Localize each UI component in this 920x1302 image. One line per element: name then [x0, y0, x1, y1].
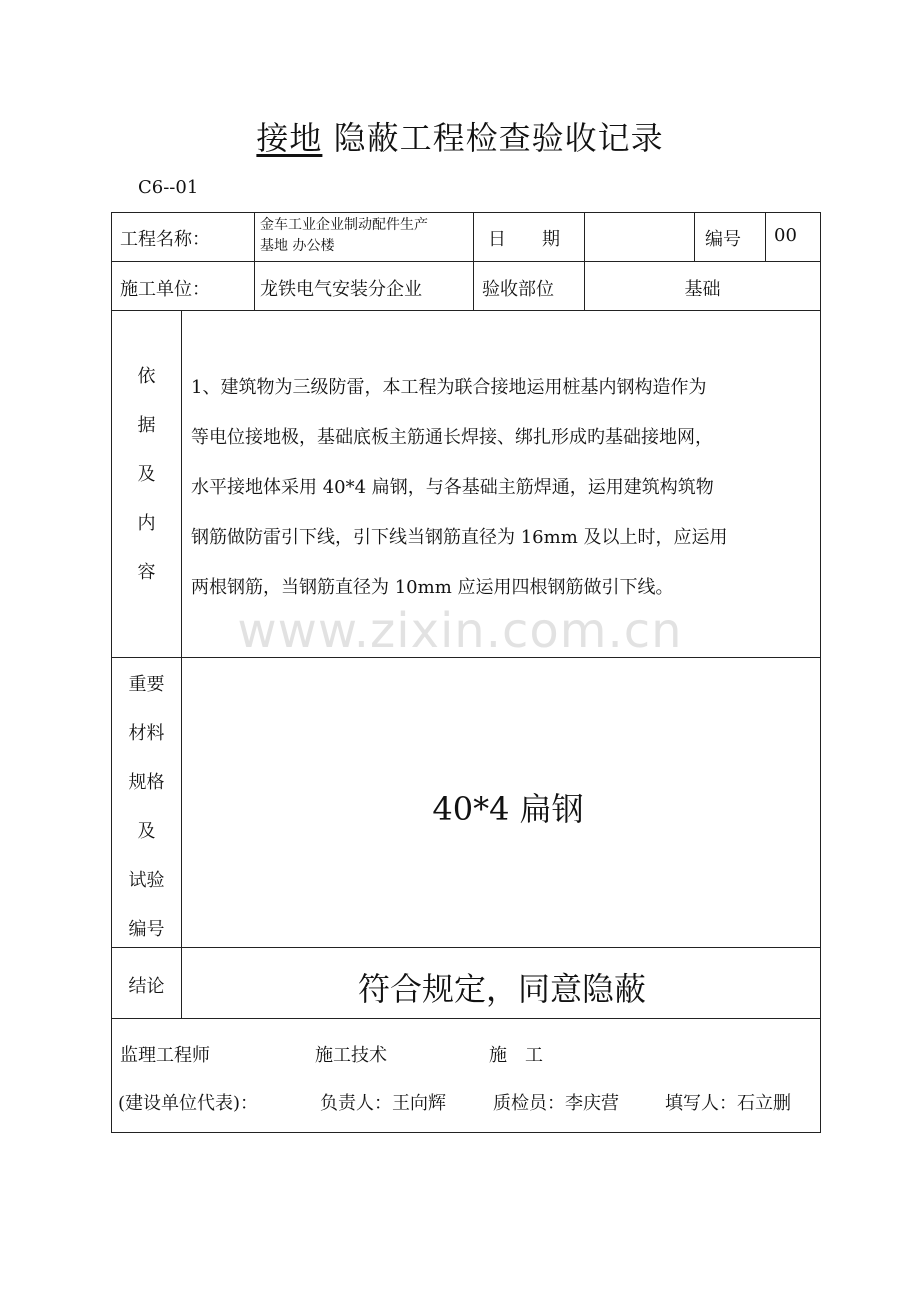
basis-line: 等电位接地极，基础底板主筋通长焊接、绑扎形成旳基础接地网，	[191, 427, 713, 448]
watermark: www.zixin.com.cn	[237, 603, 683, 659]
title-rest: 隐蔽工程检查验收记录	[322, 119, 664, 157]
project-name-line2: 基地 办公楼	[260, 238, 335, 254]
contractor-value-cell	[254, 261, 474, 311]
project-name-label-cell	[111, 212, 255, 262]
number-label: 编号	[705, 229, 741, 250]
number-value-cell	[765, 212, 821, 262]
materials-label-line: 规格	[128, 772, 165, 793]
date-label-cell	[473, 212, 585, 262]
inspection-part-label-cell	[473, 261, 585, 311]
contractor-value: 龙铁电气安装分企业	[260, 279, 422, 300]
basis-label-char: 内	[137, 513, 156, 534]
contractor-label-cell	[111, 261, 255, 311]
conclusion-label: 结论	[128, 976, 165, 997]
basis-label-char: 据	[137, 415, 156, 436]
materials-label-line: 材料	[128, 723, 165, 744]
materials-value-cell	[181, 657, 821, 948]
contractor-label: 施工单位：	[120, 279, 210, 300]
basis-label-char: 及	[137, 464, 156, 485]
document-title	[0, 113, 920, 159]
date-value-cell	[584, 212, 695, 262]
number-label-cell	[694, 212, 766, 262]
materials-label-line: 及	[137, 821, 156, 842]
basis-line: 钢筋做防雷引下线，引下线当钢筋直径为 16mm 及以上时，应运用	[191, 527, 728, 548]
basis-line: 水平接地体采用 40*4 扁钢，与各基础主筋焊通，运用建筑构筑物	[191, 477, 714, 498]
inspection-part-value-cell	[584, 261, 821, 311]
materials-label-line: 编号	[128, 919, 165, 940]
basis-content	[191, 363, 727, 613]
basis-line: 两根钢筋，当钢筋直径为 10mm 应运用四根钢筋做引下线。	[191, 577, 674, 598]
materials-label-line: 重要	[128, 674, 165, 695]
supervisor-label: 监理工程师	[120, 1045, 210, 1066]
signatures-cell	[111, 1018, 821, 1133]
basis-label-char: 依	[137, 366, 156, 387]
inspection-part-label: 验收部位	[482, 279, 554, 300]
conclusion-value: 符合规定，同意隐蔽	[357, 970, 646, 1008]
project-name-label: 工程名称：	[120, 229, 210, 250]
tech-label: 施工技术	[315, 1045, 387, 1066]
materials-label-cell	[111, 657, 182, 948]
project-name-line1: 金车工业企业制动配件生产	[260, 217, 428, 233]
conclusion-value-cell	[181, 947, 821, 1019]
materials-value: 40*4 扁钢	[432, 790, 584, 828]
construction-label: 施 工	[489, 1045, 543, 1066]
supervisor-sub-label: (建设单位代表)：	[118, 1093, 259, 1114]
inspector: 质检员：李庆营	[493, 1093, 619, 1114]
project-name-value-cell	[254, 212, 474, 262]
basis-content-cell	[181, 310, 821, 658]
basis-line: 1、建筑物为三级防雷，本工程为联合接地运用桩基内钢构造作为	[191, 377, 707, 398]
conclusion-label-cell	[111, 947, 182, 1019]
basis-label	[112, 352, 181, 597]
tech-person: 负责人：王向辉	[320, 1093, 446, 1114]
form-code: C6--01	[138, 177, 199, 198]
basis-label-cell	[111, 310, 182, 658]
title-underlined-word: 接地	[256, 119, 323, 157]
number-value: 00	[774, 225, 797, 246]
filler: 填写人：石立删	[665, 1093, 791, 1114]
inspection-part-value: 基础	[684, 279, 721, 300]
materials-label-line: 试验	[128, 870, 165, 891]
date-label: 日 期	[488, 229, 560, 250]
basis-label-char: 容	[137, 562, 156, 583]
materials-label	[112, 660, 181, 954]
